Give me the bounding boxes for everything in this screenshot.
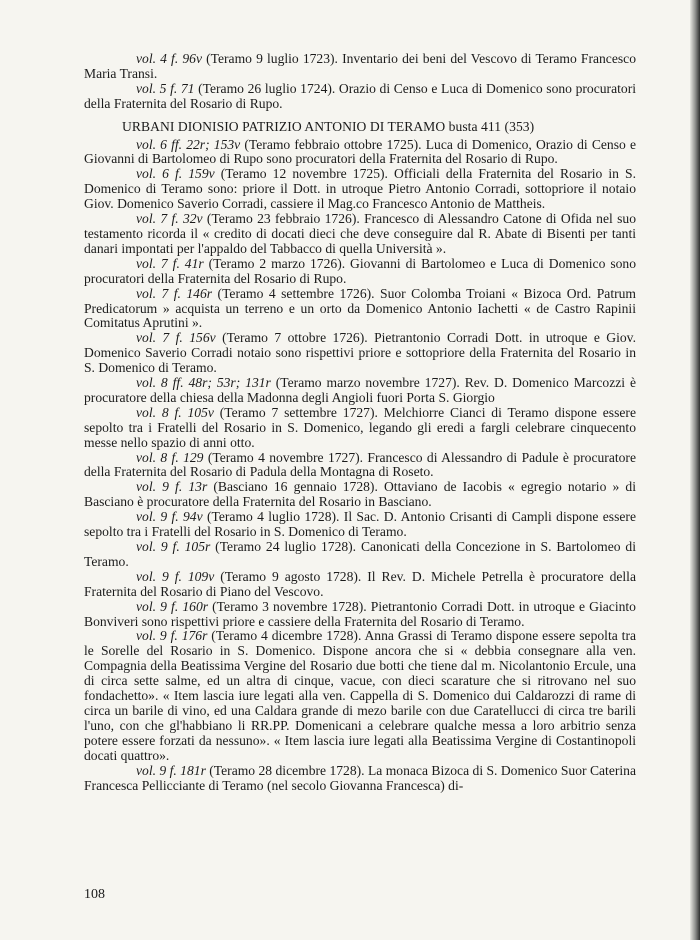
- entry-vol5-f71: [84, 82, 636, 112]
- entry-text: (Teramo 4 dicembre 1728). Anna Grassi di Teramo dispone essere sepolta tra le Sorelle del Rosario in S. Domenico. Dispone ancora che si « debbia consegnare alla ven. Compagnia della Beatissima Vergine del Rosario due botti che tiene dal m. Nicolantonio Ercule, una di circa sette salme, ed un altra di cinque, vacue, con dieci scarature che si ritrovano nel suo fondachetto». « Item lascia iure legati alla ven. Cappella di S. Domenico dui Caldarozzi di rame di circa un barile di vino, ed una Caldara grande di mezo barile con due Caratellucci di circa tre barili l'uno, con che gl'habbiano li RR.PP. Domenicani a celebrare qualche messa a loro arbitrio senza potere essere forzati da nessuno». « Item lascia iure legati alla Beatissima Vergine di Costantinopoli docati quattro».: [84, 628, 636, 763]
- entry-vol7-f41r: [84, 257, 636, 287]
- entry-text: (Teramo 7 ottobre 1726). Pietrantonio Corradi Dott. in utroque e Giov. Domenico Saverio Corradi notaio sono rispettivi priore e sottopriore della Fraternita del Rosario in S. Domenico di Teramo.: [84, 330, 636, 376]
- entry-text: (Teramo 9 luglio 1723). Inventario dei beni del Vescovo di Teramo Francesco Maria Transi.: [84, 51, 636, 81]
- entry-reference: vol. 6 f. 159v: [136, 166, 215, 182]
- entry-reference: vol. 7 f. 156v: [136, 330, 216, 346]
- entry-vol9-f181r: [84, 764, 636, 794]
- entry-reference: vol. 7 f. 146r: [136, 285, 213, 301]
- entry-reference: vol. 8 f. 129: [136, 449, 204, 465]
- entry-reference: vol. 7 f. 32v: [136, 211, 203, 227]
- entry-vol9-f176r: [84, 629, 636, 763]
- entry-reference: vol. 5 f. 71: [136, 80, 195, 96]
- entry-text: (Teramo marzo novembre 1727). Rev. D. Domenico Marcozzi è procuratore della chiesa della Madonna degli Angioli fuori Porta S. Giorgio: [84, 375, 636, 405]
- entry-vol9-f105r: [84, 540, 636, 570]
- entry-text: (Teramo febbraio ottobre 1725). Luca di Domenico, Orazio di Censo e Giovanni di Bartolomeo di Rupo sono procuratori della Fraternita del Rosario di Rupo.: [84, 136, 637, 167]
- entry-reference: vol. 4 f. 96v: [136, 51, 202, 66]
- entry-text: (Teramo 28 dicembre 1728). La monaca Bizoca di S. Domenico Suor Caterina Francesca Pellicciante di Teramo (nel secolo Giovanna Francesca) di-: [84, 762, 636, 793]
- entry-vol8-ff48r: [84, 376, 636, 406]
- page-edge-shadow: [690, 0, 700, 940]
- entry-text: (Teramo 3 novembre 1728). Pietrantonio Corradi Dott. in utroque e Giacinto Bonviveri sono rispettivi priore e cassiere della Fraternita del Rosario di Teramo.: [84, 598, 636, 629]
- entry-vol9-f94v: [84, 510, 636, 540]
- entry-reference: vol. 7 f. 41r: [136, 255, 204, 271]
- entry-reference: vol. 9 f. 176r: [136, 628, 208, 644]
- document-body: [84, 52, 636, 793]
- entry-vol8-f129: [84, 451, 636, 481]
- section-heading: URBANI DIONISIO PATRIZIO ANTONIO DI TERAMO busta 411 (353): [122, 118, 535, 134]
- entry-vol7-f146r: [84, 287, 636, 332]
- entry-text: (Teramo 9 agosto 1728). Il Rev. D. Michele Petrella è procuratore della Fraternita del Rosario di Piano del Vescovo.: [84, 568, 636, 599]
- entry-vol7-f32v: [84, 212, 636, 257]
- entry-vol9-f160r: [84, 600, 636, 630]
- entry-text: (Teramo 4 settembre 1726). Suor Colomba Troiani « Bizoca Ord. Patrum Predicatorum » acquista un terreno e un orto da Domenico Antonio Iachetti « de Castro Rapinii Comitatus Aprutini ».: [84, 285, 636, 331]
- entry-text: (Teramo 7 settembre 1727). Melchiorre Cianci di Teramo dispone essere sepolto tra i Fratelli del Rosario in S. Domenico, legando gli eredi a fargli celebrare cinquecento messe nello spazio di anni otto.: [84, 404, 636, 450]
- entry-text: (Teramo 24 luglio 1728). Canonicati della Concezione in S. Bartolomeo di Teramo.: [84, 539, 636, 569]
- entry-text: (Teramo 4 luglio 1728). Il Sac. D. Antonio Crisanti di Campli dispone essere sepolto tra i Fratelli del Rosario in S. Domenico di Teramo.: [84, 509, 636, 540]
- entry-vol9-f109v: [84, 570, 636, 600]
- entry-vol6-ff22r: [84, 138, 636, 168]
- entry-vol4-f96v: [84, 52, 636, 82]
- entry-vol9-f13r: [84, 480, 636, 510]
- entry-vol6-f159v: [84, 167, 636, 212]
- entry-vol7-f156v: [84, 331, 636, 376]
- entry-reference: vol. 9 f. 160r: [136, 598, 209, 614]
- entry-reference: vol. 8 f. 105v: [136, 404, 214, 420]
- entry-reference: vol. 6 ff. 22r; 153v: [136, 136, 241, 152]
- entry-reference: vol. 9 f. 13r: [136, 479, 208, 495]
- entry-text: (Teramo 12 novembre 1725). Officiali della Fraternita del Rosario in S. Domenico di Teramo sono: priore il Dott. in utroque Pietro Antonio Corradi, sottopriore il notaio Giov. Domenico Saverio Corradi, cassiere il Mag.co Francesco Antonio de Mattheis.: [84, 166, 636, 212]
- entry-text: (Teramo 2 marzo 1726). Giovanni di Bartolomeo e Luca di Domenico sono procuratori della Fraternita del Rosario di Rupo.: [84, 255, 636, 286]
- entry-reference: vol. 9 f. 105r: [136, 539, 211, 554]
- entry-reference: vol. 9 f. 94v: [136, 509, 203, 525]
- page-number: 108: [84, 887, 105, 902]
- entry-text: (Teramo 4 novembre 1727). Francesco di Alessandro di Padule è procuratore della Fraternita del Rosario di Padula della Montagna di Roseto.: [84, 449, 636, 480]
- entry-text: (Basciano 16 gennaio 1728). Ottaviano de Iacobis « egregio notario » di Basciano è procuratore della Fraternita del Rosario in Basciano.: [84, 479, 636, 510]
- entry-vol8-f105v: [84, 406, 636, 451]
- entry-text: (Teramo 26 luglio 1724). Orazio di Censo e Luca di Domenico sono procuratori della Fraternita del Rosario di Rupo.: [84, 80, 636, 111]
- entry-reference: vol. 9 f. 181r: [136, 762, 206, 778]
- entry-reference: vol. 8 ff. 48r; 53r; 131r: [136, 375, 271, 391]
- entry-text: (Teramo 23 febbraio 1726). Francesco di Alessandro Catone di Ofida nel suo testamento ricorda il « credito di docati dieci che deve conseguire dal R. Abate di Bisenti per tanti danari impontati per l'appaldo del Tabbacco di quella Università ».: [84, 211, 636, 256]
- entry-reference: vol. 9 f. 109v: [136, 568, 215, 584]
